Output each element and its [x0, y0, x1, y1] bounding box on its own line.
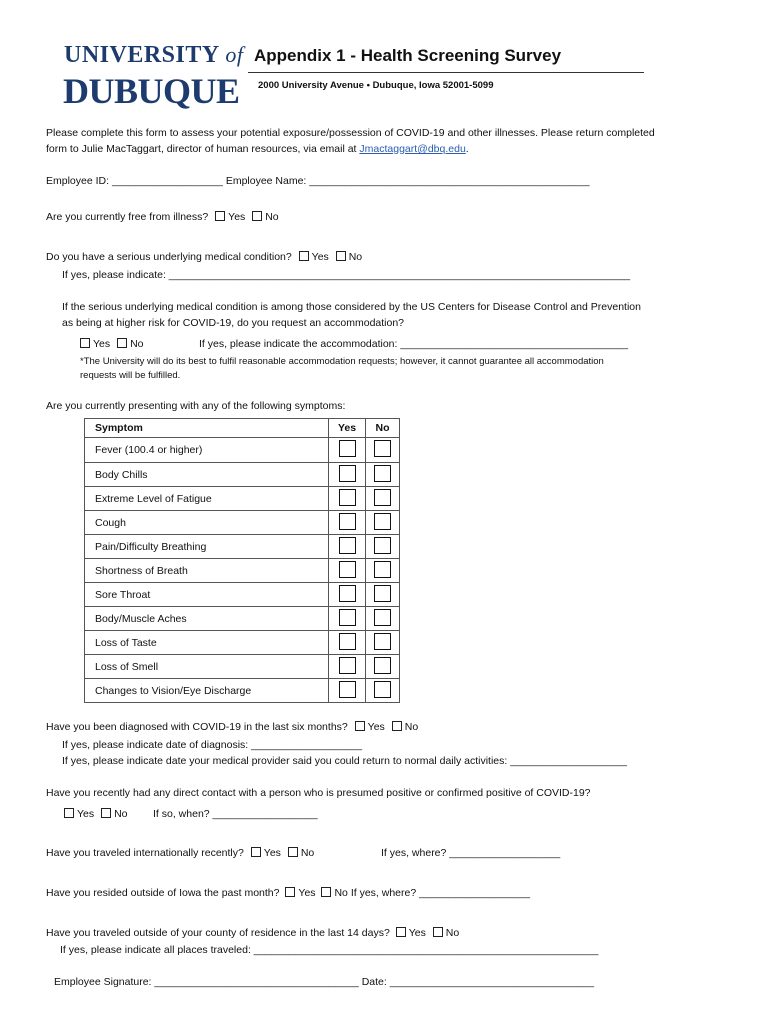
question-free-from-illness: Are you currently free from illness? Yes No	[46, 211, 279, 223]
table-row	[85, 438, 400, 463]
symptom-label: Fever (100.4 or higher)	[85, 438, 329, 463]
resided-where[interactable]: If yes, where? ___________________	[350, 887, 531, 899]
diagnosis-date[interactable]: If yes, please indicate date of diagnosis: ___________________	[62, 739, 363, 751]
contact-no-checkbox[interactable]	[101, 808, 111, 818]
question-symptoms: Are you currently presenting with any of the following symptoms:	[46, 400, 346, 412]
diagnosed-yes-checkbox[interactable]	[355, 721, 365, 731]
symptom-no-checkbox[interactable]	[374, 561, 391, 578]
diagnosed-no-checkbox[interactable]	[392, 721, 402, 731]
symptom-label: Loss of Taste	[85, 631, 329, 655]
symptom-yes-checkbox[interactable]	[339, 681, 356, 698]
symptom-yes-checkbox[interactable]	[339, 609, 356, 626]
accommodation-yes-checkbox[interactable]	[80, 338, 90, 348]
symptom-label: Pain/Difficulty Breathing	[85, 535, 329, 559]
contact-row: Yes No	[64, 807, 128, 821]
condition-yes-checkbox[interactable]	[299, 251, 309, 261]
table-row	[85, 511, 400, 535]
symptom-yes-checkbox[interactable]	[339, 513, 356, 530]
address: 2000 University Avenue • Dubuque, Iowa 52001-5099	[258, 80, 494, 91]
symptom-yes-checkbox[interactable]	[339, 633, 356, 650]
symptom-no-checkbox[interactable]	[374, 537, 391, 554]
symptom-label: Body Chills	[85, 463, 329, 487]
symptom-label: Changes to Vision/Eye Discharge	[85, 679, 329, 703]
cdc-line2: as being at higher risk for COVID-19, do you request an accommodation?	[62, 317, 405, 329]
condition-indicate[interactable]: If yes, please indicate: _______________________________________________________________________________	[62, 269, 631, 281]
travel-yes-checkbox[interactable]	[251, 847, 261, 857]
table-row	[85, 607, 400, 631]
logo-of: of	[225, 42, 244, 67]
question-contact: Have you recently had any direct contact with a person who is presumed positive or confirmed positive of COVID-19?	[46, 787, 591, 799]
symptom-no-checkbox[interactable]	[374, 633, 391, 650]
symptom-no-checkbox[interactable]	[374, 465, 391, 482]
symptom-label: Loss of Smell	[85, 655, 329, 679]
accommodation-no-checkbox[interactable]	[117, 338, 127, 348]
header-symptom: Symptom	[85, 419, 329, 438]
table-row	[85, 631, 400, 655]
symptom-label: Cough	[85, 511, 329, 535]
travel-no-checkbox[interactable]	[288, 847, 298, 857]
return-date[interactable]: If yes, please indicate date your medical provider said you could return to normal daily activities: ____________________	[62, 755, 628, 767]
table-row	[85, 679, 400, 703]
symptom-label: Extreme Level of Fatigue	[85, 487, 329, 511]
table-row	[85, 583, 400, 607]
symptom-no-checkbox[interactable]	[374, 440, 391, 457]
table-row	[85, 655, 400, 679]
symptom-no-checkbox[interactable]	[374, 657, 391, 674]
travel-where[interactable]: If yes, where? ___________________	[381, 847, 561, 859]
question-medical-condition: Do you have a serious underlying medical condition? Yes No	[46, 251, 363, 263]
logo-dubuque: DUBUQUE	[63, 71, 240, 111]
symptom-label: Body/Muscle Aches	[85, 607, 329, 631]
symptom-label: Sore Throat	[85, 583, 329, 607]
contact-yes-checkbox[interactable]	[64, 808, 74, 818]
employee-fields[interactable]: Employee ID: ___________________ Employee Name: ________________________________________________	[46, 175, 590, 187]
accommodation-row: Yes No	[80, 337, 144, 351]
note-line2: requests will be fulfilled.	[80, 370, 181, 381]
signature-line[interactable]: Employee Signature: ___________________________________ Date: ___________________________________	[54, 976, 595, 988]
symptom-yes-checkbox[interactable]	[339, 657, 356, 674]
intro-line2: form to Julie MacTaggart, director of human resources, via email at Jmactaggart@dbq.edu.	[46, 143, 469, 155]
question-county: Have you traveled outside of your county of residence in the last 14 days? Yes No	[46, 927, 460, 939]
symptom-no-checkbox[interactable]	[374, 609, 391, 626]
condition-no-checkbox[interactable]	[336, 251, 346, 261]
email-link[interactable]: Jmactaggart@dbq.edu	[359, 143, 466, 155]
symptom-yes-checkbox[interactable]	[339, 489, 356, 506]
table-row	[85, 487, 400, 511]
accommodation-indicate[interactable]: If yes, please indicate the accommodation: _______________________________________	[199, 338, 629, 350]
header-no: No	[366, 419, 400, 438]
contact-when[interactable]: If so, when? __________________	[153, 808, 318, 820]
intro-line1: Please complete this form to assess your potential exposure/possession of COVID-19 and other illnesses. Please return completed	[46, 127, 655, 139]
county-places[interactable]: If yes, please indicate all places traveled: ___________________________________________________________	[60, 944, 599, 956]
title-rule	[248, 72, 644, 73]
symptom-yes-checkbox[interactable]	[339, 537, 356, 554]
question-resided: Have you resided outside of Iowa the past month? Yes No If yes, where? ___________________	[46, 887, 531, 899]
table-row	[85, 559, 400, 583]
symptom-no-checkbox[interactable]	[374, 681, 391, 698]
resided-no-checkbox[interactable]	[321, 887, 331, 897]
page-title: Appendix 1 - Health Screening Survey	[254, 46, 562, 65]
county-yes-checkbox[interactable]	[396, 927, 406, 937]
county-no-checkbox[interactable]	[433, 927, 443, 937]
table-row	[85, 535, 400, 559]
symptom-yes-checkbox[interactable]	[339, 440, 356, 457]
note-line1: *The University will do its best to fulfil reasonable accommodation requests; however, it cannot guarantee all accommodation	[80, 356, 604, 367]
question-travel-international: Have you traveled internationally recently? Yes No	[46, 847, 315, 859]
table-header-row	[85, 419, 400, 438]
question-diagnosed: Have you been diagnosed with COVID-19 in the last six months? Yes No	[46, 721, 419, 733]
cdc-line1: If the serious underlying medical condition is among those considered by the US Centers for Disease Control and Prevention	[62, 301, 641, 313]
free-yes-checkbox[interactable]	[215, 211, 225, 221]
header-yes: Yes	[329, 419, 366, 438]
resided-yes-checkbox[interactable]	[285, 887, 295, 897]
logo-university: UNIVERSITY of	[64, 42, 244, 68]
symptom-table	[84, 418, 400, 703]
symptom-no-checkbox[interactable]	[374, 513, 391, 530]
symptom-no-checkbox[interactable]	[374, 489, 391, 506]
symptom-no-checkbox[interactable]	[374, 585, 391, 602]
symptom-label: Shortness of Breath	[85, 559, 329, 583]
symptom-yes-checkbox[interactable]	[339, 465, 356, 482]
free-no-checkbox[interactable]	[252, 211, 262, 221]
symptom-yes-checkbox[interactable]	[339, 585, 356, 602]
symptom-yes-checkbox[interactable]	[339, 561, 356, 578]
table-row	[85, 463, 400, 487]
